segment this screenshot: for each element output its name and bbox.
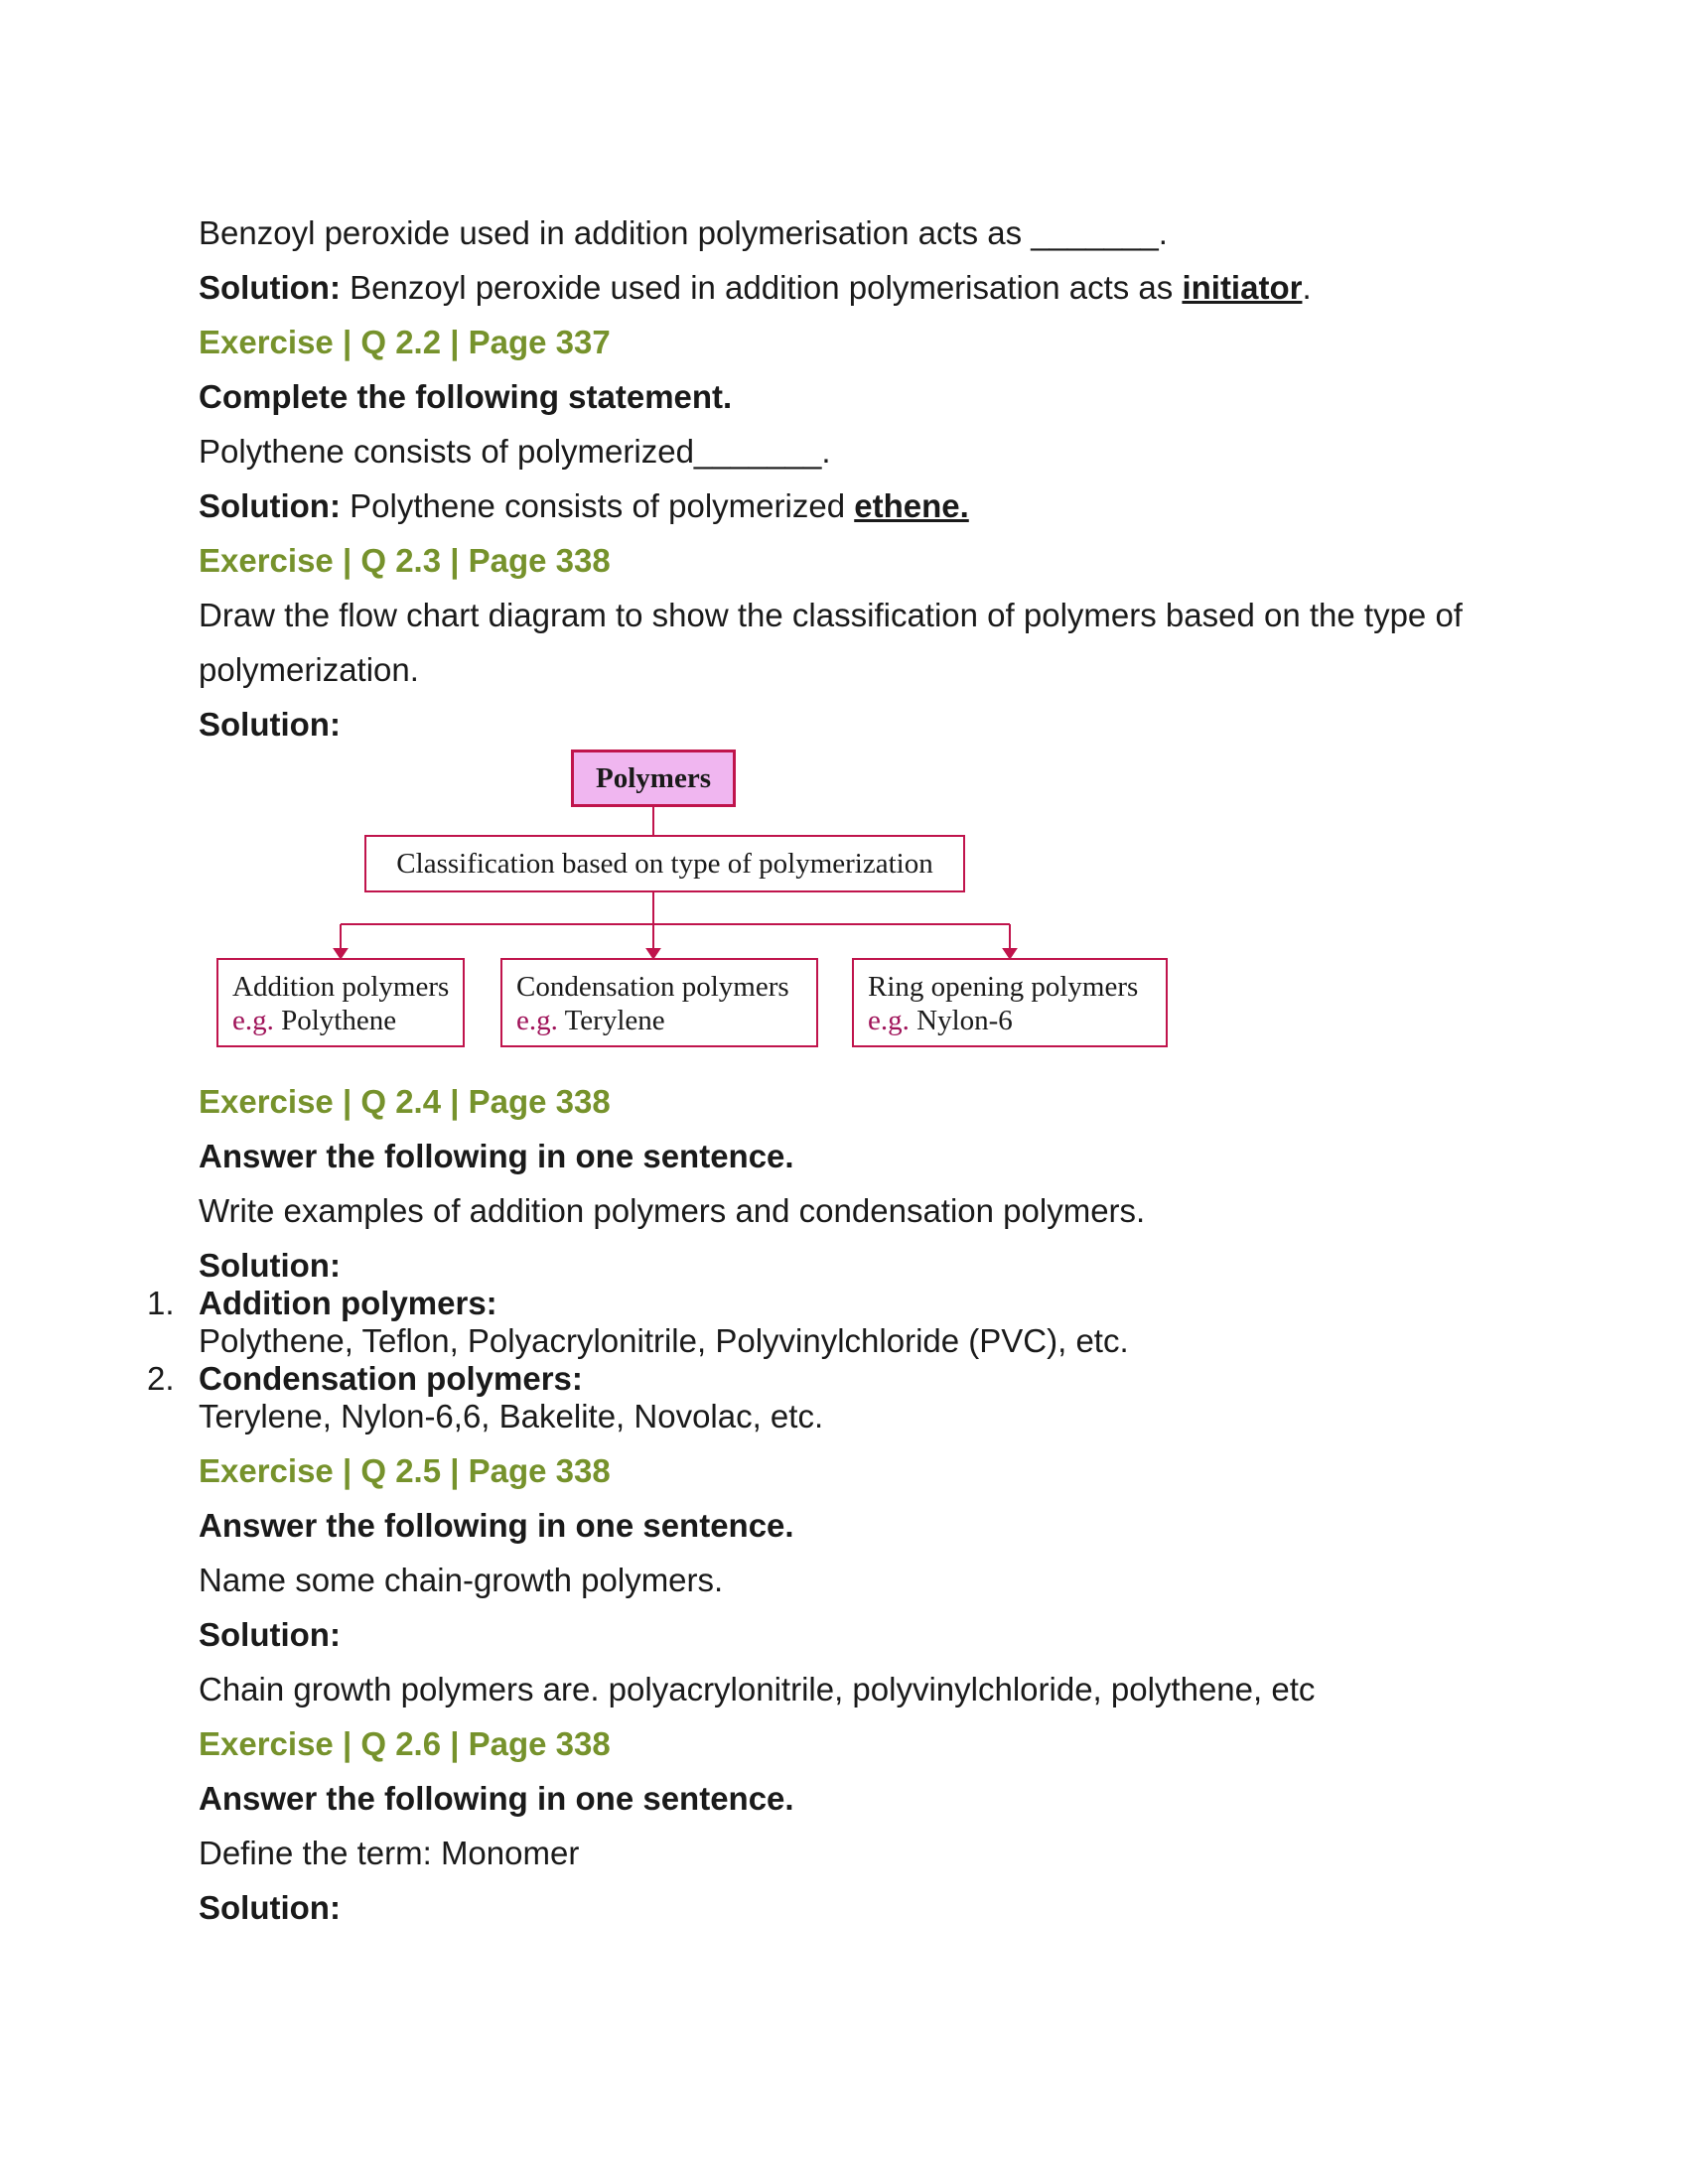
node-classification: Classification based on type of polymerization — [364, 835, 965, 892]
exercise-header-q2-3: Exercise | Q 2.3 | Page 338 — [199, 542, 611, 579]
q5-solution-text: Chain growth polymers are. polyacrylonitrile, polyvinylchloride, polythene, etc — [199, 1671, 1316, 1707]
node-condensation-polymers — [500, 958, 818, 1047]
q6-instruction: Answer the following in one sentence. — [199, 1780, 794, 1817]
leaf-title: Condensation polymers — [516, 971, 789, 1003]
list-item-title: Condensation polymers: — [199, 1360, 583, 1397]
q4-solution-label: Solution: — [199, 1247, 341, 1284]
exercise-header-q2-2: Exercise | Q 2.2 | Page 337 — [199, 324, 611, 360]
q2-solution — [199, 486, 969, 526]
q3-solution-label: Solution: — [199, 706, 341, 743]
solution-text: Benzoyl peroxide used in addition polymerisation acts as — [340, 269, 1183, 306]
solution-answer: initiator — [1182, 269, 1303, 306]
q6-question: Define the term: Monomer — [199, 1835, 580, 1871]
list-item-title: Addition polymers: — [199, 1285, 497, 1321]
eg-label: e.g. — [868, 1005, 910, 1036]
exercise-header-q2-5: Exercise | Q 2.5 | Page 338 — [199, 1452, 611, 1489]
solution-answer: ethene. — [854, 487, 969, 524]
leaf-example: Nylon-6 — [909, 1005, 1013, 1036]
node-ring-opening-polymers — [852, 958, 1168, 1047]
q2-instruction: Complete the following statement. — [199, 378, 733, 415]
q1-solution — [199, 268, 1312, 308]
leaf-title: Addition polymers — [232, 971, 450, 1003]
q4-instruction: Answer the following in one sentence. — [199, 1138, 794, 1174]
q3-question-line2: polymerization. — [199, 651, 419, 688]
q5-solution-label: Solution: — [199, 1616, 341, 1653]
q4-question: Write examples of addition polymers and condensation polymers. — [199, 1192, 1146, 1229]
q2-question: Polythene consists of polymerized_______. — [199, 433, 831, 470]
arrowhead-condensation — [647, 949, 659, 958]
q1-question: Benzoyl peroxide used in addition polymerisation acts as _______. — [199, 214, 1168, 251]
list-item-text: Polythene, Teflon, Polyacrylonitrile, Polyvinylchloride (PVC), etc. — [199, 1322, 1129, 1359]
polymer-classification-flowchart — [199, 750, 1192, 1067]
exercise-header-q2-4: Exercise | Q 2.4 | Page 338 — [199, 1083, 611, 1120]
list-number: 1. — [147, 1285, 175, 1321]
eg-label: e.g. — [232, 1005, 274, 1036]
leaf-example: Polythene — [273, 1005, 397, 1036]
leaf-title: Ring opening polymers — [868, 971, 1139, 1003]
arrowhead-addition — [335, 949, 347, 958]
node-polymers: Polymers — [571, 750, 736, 807]
list-item-text: Terylene, Nylon-6,6, Bakelite, Novolac, etc. — [199, 1398, 824, 1434]
arrowhead-ring-opening — [1004, 949, 1016, 958]
q5-question: Name some chain-growth polymers. — [199, 1562, 724, 1598]
node-addition-polymers — [216, 958, 465, 1047]
q3-question-line1: Draw the flow chart diagram to show the classification of polymers based on the type of — [199, 597, 1463, 633]
solution-label: Solution: — [199, 269, 341, 306]
exercise-header-q2-6: Exercise | Q 2.6 | Page 338 — [199, 1725, 611, 1762]
list-number: 2. — [147, 1360, 175, 1397]
solution-label: Solution: — [199, 487, 341, 524]
q6-solution-label: Solution: — [199, 1889, 341, 1926]
eg-label: e.g. — [516, 1005, 558, 1036]
answer-suffix: . — [1302, 269, 1312, 306]
solution-text: Polythene consists of polymerized — [340, 487, 855, 524]
q5-instruction: Answer the following in one sentence. — [199, 1507, 794, 1544]
leaf-example: Terylene — [557, 1005, 665, 1036]
